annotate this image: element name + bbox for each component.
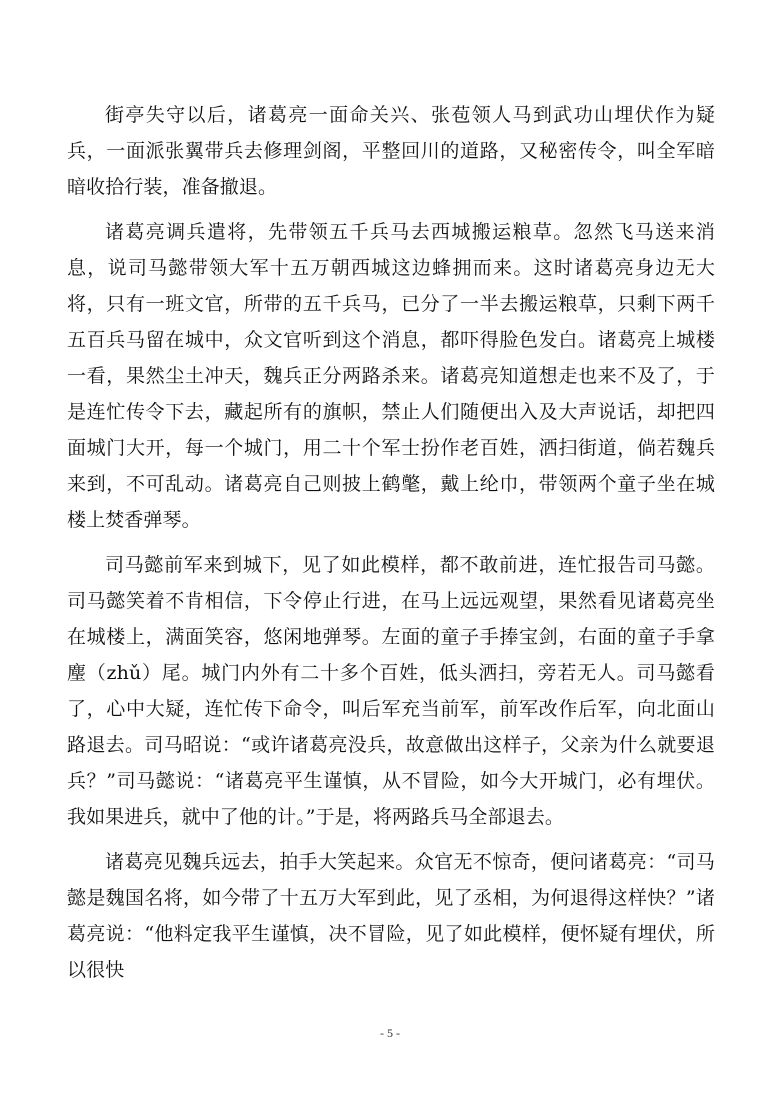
paragraph: 街亭失守以后，诸葛亮一面命关兴、张苞领人马到武功山埋伏作为疑兵，一面派张翼带兵去修理剑阁，平整回川的道路，又秘密传令，叫全军暗暗收拾行装，准备撤退。 (67, 104, 715, 198)
page-number: - 5 - (380, 1026, 400, 1040)
paragraph: 诸葛亮见魏兵远去，拍手大笑起来。众官无不惊奇，便问诸葛亮：“司马懿是魏国名将，如今带了十五万大军到此，见了丞相，为何退得这样快？”诸葛亮说：“他料定我平生谨慎，决不冒险，见了如此模样，便怀疑有埋伏，所以很快 (67, 851, 715, 981)
paragraph: 诸葛亮调兵遣将，先带领五千兵马去西城搬运粮草。忽然飞马送来消息，说司马懿带领大军十五万朝西城这边蜂拥而来。这时诸葛亮身边无大将，只有一班文官，所带的五千兵马，已分了一半去搬运粮草，只剩下两千五百兵马留在城中，众文官听到这个消息，都吓得脸色发白。诸葛亮上城楼一看，果然尘土冲天，魏兵正分两路杀来。诸葛亮知道想走也来不及了，于是连忙传令下去，藏起所有的旗帜，禁止人们随便出入及大声说话，却把四面城门大开，每一个城门，用二十个军士扮作老百姓，洒扫街道，倘若魏兵来到，不可乱动。诸葛亮自己则披上鹤氅，戴上纶巾，带领两个童子坐在城楼上焚香弹琴。 (67, 221, 715, 531)
paragraph: 司马懿前军来到城下，见了如此模样，都不敢前进，连忙报告司马懿。司马懿笑着不肯相信，下令停止行进，在马上远远观望，果然看见诸葛亮坐在城楼上，满面笑容，悠闲地弹琴。左面的童子手捧宝剑，右面的童子手拿麈（zhǔ）尾。城门内外有二十多个百姓，低头洒扫，旁若无人。司马懿看了，心中大疑，连忙传下命令，叫后军充当前军，前军改作后军，向北面山路退去。司马昭说：“或许诸葛亮没兵，故意做出这样子，父亲为什么就要退兵？”司马懿说：“诸葛亮平生谨慎，从不冒险，如今大开城门，必有埋伏。我如果进兵，就中了他的计。”于是，将两路兵马全部退去。 (67, 554, 715, 828)
body-text (67, 97, 715, 997)
